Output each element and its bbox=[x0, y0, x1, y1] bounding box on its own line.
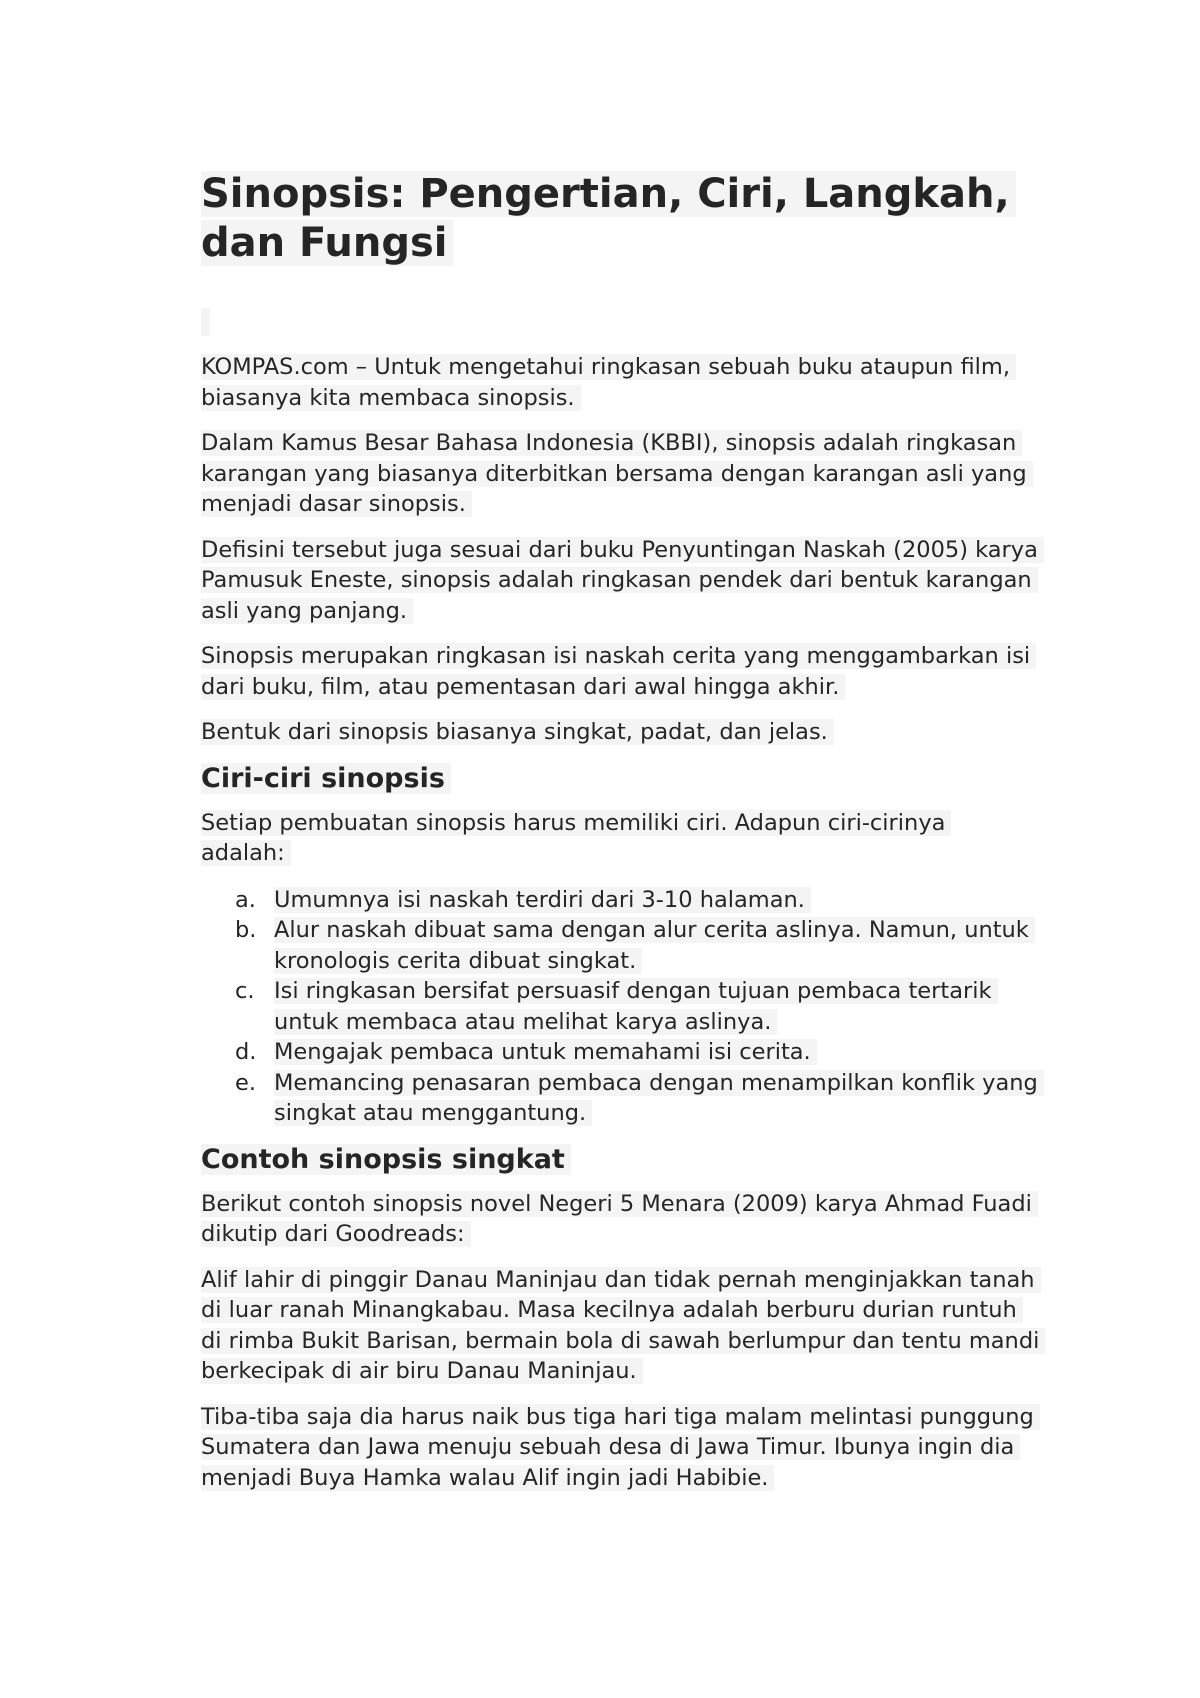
heading-ciri: Ciri-ciri sinopsis bbox=[201, 762, 1041, 796]
paragraph-intro-2: Dalam Kamus Besar Bahasa Indonesia (KBBI), sinopsis adalah ringkasan karangan yang biasanya diterbitkan bersama dengan karangan asli yang menjadi dasar sinopsis. bbox=[201, 428, 1041, 520]
paragraph-intro-1: KOMPAS.com – Untuk mengetahui ringkasan sebuah buku ataupun film, biasanya kita membaca sinopsis. bbox=[201, 352, 1041, 413]
list-item: c. Isi ringkasan bersifat persuasif dengan tujuan pembaca tertarik untuk membaca atau melihat karya aslinya. bbox=[201, 976, 1041, 1037]
page-title: Sinopsis: Pengertian, Ciri, Langkah, dan Fungsi bbox=[201, 170, 1041, 268]
list-marker: e. bbox=[235, 1069, 256, 1096]
paragraph-intro-5: Bentuk dari sinopsis biasanya singkat, padat, dan jelas. bbox=[201, 717, 1041, 748]
empty-line-marker bbox=[201, 308, 210, 336]
list-item: e. Memancing penasaran pembaca dengan menampilkan konflik yang singkat atau menggantung. bbox=[201, 1068, 1041, 1129]
paragraph-intro-4: Sinopsis merupakan ringkasan isi naskah cerita yang menggambarkan isi dari buku, film, atau pementasan dari awal hingga akhir. bbox=[201, 641, 1041, 702]
heading-contoh: Contoh sinopsis singkat bbox=[201, 1143, 1041, 1177]
ciri-list bbox=[201, 885, 1041, 1129]
list-item: b. Alur naskah dibuat sama dengan alur cerita aslinya. Namun, untuk kronologis cerita dibuat singkat. bbox=[201, 915, 1041, 976]
list-marker: c. bbox=[235, 978, 255, 1004]
paragraph-contoh-3: Tiba-tiba saja dia harus naik bus tiga hari tiga malam melintasi punggung Sumatera dan Jawa menuju sebuah desa di Jawa Timur. Ibunya ingin dia menjadi Buya Hamka walau Alif ingin jadi Habibie. bbox=[201, 1402, 1041, 1494]
document-page bbox=[201, 170, 1041, 1493]
list-marker: b. bbox=[235, 917, 257, 943]
list-item: d. Mengajak pembaca untuk memahami isi cerita. bbox=[201, 1037, 1041, 1068]
paragraph-contoh-1: Berikut contoh sinopsis novel Negeri 5 Menara (2009) karya Ahmad Fuadi dikutip dari Goodreads: bbox=[201, 1189, 1041, 1250]
list-marker: d. bbox=[235, 1039, 257, 1065]
paragraph-contoh-2: Alif lahir di pinggir Danau Maninjau dan tidak pernah menginjakkan tanah di luar ranah Minangkabau. Masa kecilnya adalah berburu durian runtuh di rimba Bukit Barisan, bermain bola di sawah berlumpur dan tentu mandi berkecipak di air biru Danau Maninjau. bbox=[201, 1265, 1041, 1387]
paragraph-intro-3: Defisini tersebut juga sesuai dari buku Penyuntingan Naskah (2005) karya Pamusuk Eneste, sinopsis adalah ringkasan pendek dari bentuk karangan asli yang panjang. bbox=[201, 535, 1041, 627]
list-item: a. Umumnya isi naskah terdiri dari 3-10 halaman. bbox=[201, 885, 1041, 916]
list-marker: a. bbox=[235, 886, 256, 913]
paragraph-ciri-lead: Setiap pembuatan sinopsis harus memiliki ciri. Adapun ciri-cirinya adalah: bbox=[201, 808, 1041, 869]
